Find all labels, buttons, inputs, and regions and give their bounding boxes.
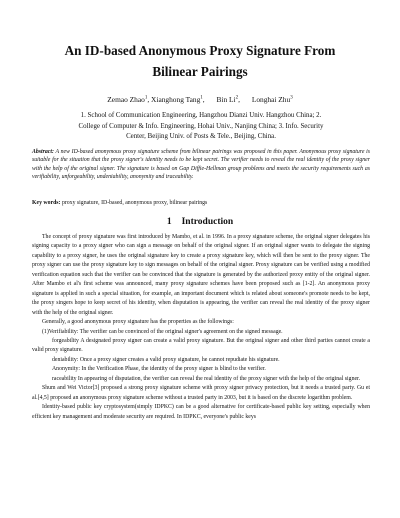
affiliation-line: Center, Beijing Univ. of Posts & Tele., Beijing, China. xyxy=(126,133,276,140)
paper-title-line-2: Bilinear Pairings xyxy=(152,64,248,79)
body-paragraph: Shum and Wei Victor[3] proposed a strong proxy signature scheme with proxy signer privacy protection, but it needs a trusted party. Gu et al.[4,5] proposed an anonymous proxy signature scheme without a trusted party in 2003, but it is based on the discrete logarithm problem. xyxy=(32,385,370,401)
paper-title-line-1: An ID-based Anonymous Proxy Signature From xyxy=(64,43,336,58)
body-paragraph: Identity-based public key cryptosystem(simply IDPKC) can be a good alternative for certificate-based public key setting, especially when efficient key management and moderate security are required. In IDPKC, everyone's public keys xyxy=(32,404,370,420)
section-body xyxy=(32,233,370,422)
body-paragraph: (1)Verifiability: The verifier can be convinced of the original signer's agreement on the signed message. xyxy=(42,328,283,335)
keywords-label: Key words: xyxy=(32,200,61,206)
body-paragraph: The concept of proxy signature was first introduced by Mambo, et al. in 1996. In a proxy signature scheme, the original signer delegates his signing capacity to a proxy signer who can sign a message on behalf of the original signer. If an original signer wants to delegate the signing capability to a proxy signer, he uses the original signature key to create a proxy signature key, which will then be sent to the proxy signer. The proxy signer can use the proxy signature key to sign messages on behalf of the original signer. Proxy signature can be verified using a modified verification equation such that the verifier can be convinced that the signature is generated by the authorized proxy entity of the original signer. After Mambo et al's first scheme was announced, many proxy signature schemes have been proposed such as [1-2]. An anonymous proxy signature is applied in such a special situation, for example, an important document which is related about someone's promote needs to be kept, the proxy singers hope to keep secret of his identity, when disputation is appearing, the verifier can reveal the real identity of the proxy signer with the help of the original signer. xyxy=(32,234,370,316)
author-name: Bin Li xyxy=(216,95,236,104)
abstract-text: A new ID-based anonymous proxy signature scheme from bilinear pairings was proposed in this paper. Anonymous proxy signature is suitable for the situation that the proxy signer's identity needs to be kept secret. The verifier needs to reveal the real identity of the proxy signer with the help of the original signer. The signature is based on Gap Diffie-Hellman group problems and meets the security requirements such as verifiability, unforgeability, undeniability, anonymity and traceability. xyxy=(32,149,370,181)
body-paragraph: Generally, a good anonymous proxy signature has the properties as the followings: xyxy=(42,319,234,326)
author-list: Zemao Zhao$^1$, Xianghong Tang$^1$, Bin Li$^2$, Longhai Zhu$^3$ xyxy=(107,95,293,104)
body-paragraph: forgeability A designated proxy signer can create a valid proxy signature. But the original signer and other third parties cannot create a valid proxy signature. xyxy=(32,337,370,354)
keywords xyxy=(32,199,370,207)
body-paragraph: Anonymity: In the Verification Phase, the identity of the proxy signer is blind to the verifier. xyxy=(52,366,266,373)
affiliations xyxy=(33,111,369,143)
author-name: Zemao Zhao xyxy=(107,95,145,104)
author-affiliation-mark: 2 xyxy=(235,95,239,101)
author-affiliation-mark: 1 xyxy=(144,95,148,101)
section-title: Introduction xyxy=(181,217,234,227)
author-name: Xianghong Tang xyxy=(151,95,201,104)
author-affiliation-mark: 3 xyxy=(290,95,293,101)
abstract xyxy=(32,148,370,182)
abstract-label: Abstract: xyxy=(32,149,54,155)
section-heading xyxy=(0,216,400,228)
body-paragraph: raceability In appearing of disputation, the verifier can reveal the real identity of the proxy signer with the help of the original signer. xyxy=(52,375,361,382)
author-affiliation-mark: 1 xyxy=(200,95,203,101)
keywords-text: proxy signature, ID-based, anonymous proxy, bilinear pairings xyxy=(61,200,208,206)
body-paragraph: deniability: Once a proxy signer creates a valid proxy signature, he cannot repudiate his signature. xyxy=(52,356,280,363)
affiliation-line: College of Computer & Info. Engineering, Hohai Univ., Nanjing China; 3. Info. Security xyxy=(78,122,324,130)
author-name: Longhai Zhu xyxy=(251,95,291,104)
affiliation-line: 1. School of Communication Engineering, Hangzhou Dianzi Univ. Hangzhou China; 2. xyxy=(80,112,322,119)
section-number: 1 xyxy=(166,217,172,227)
